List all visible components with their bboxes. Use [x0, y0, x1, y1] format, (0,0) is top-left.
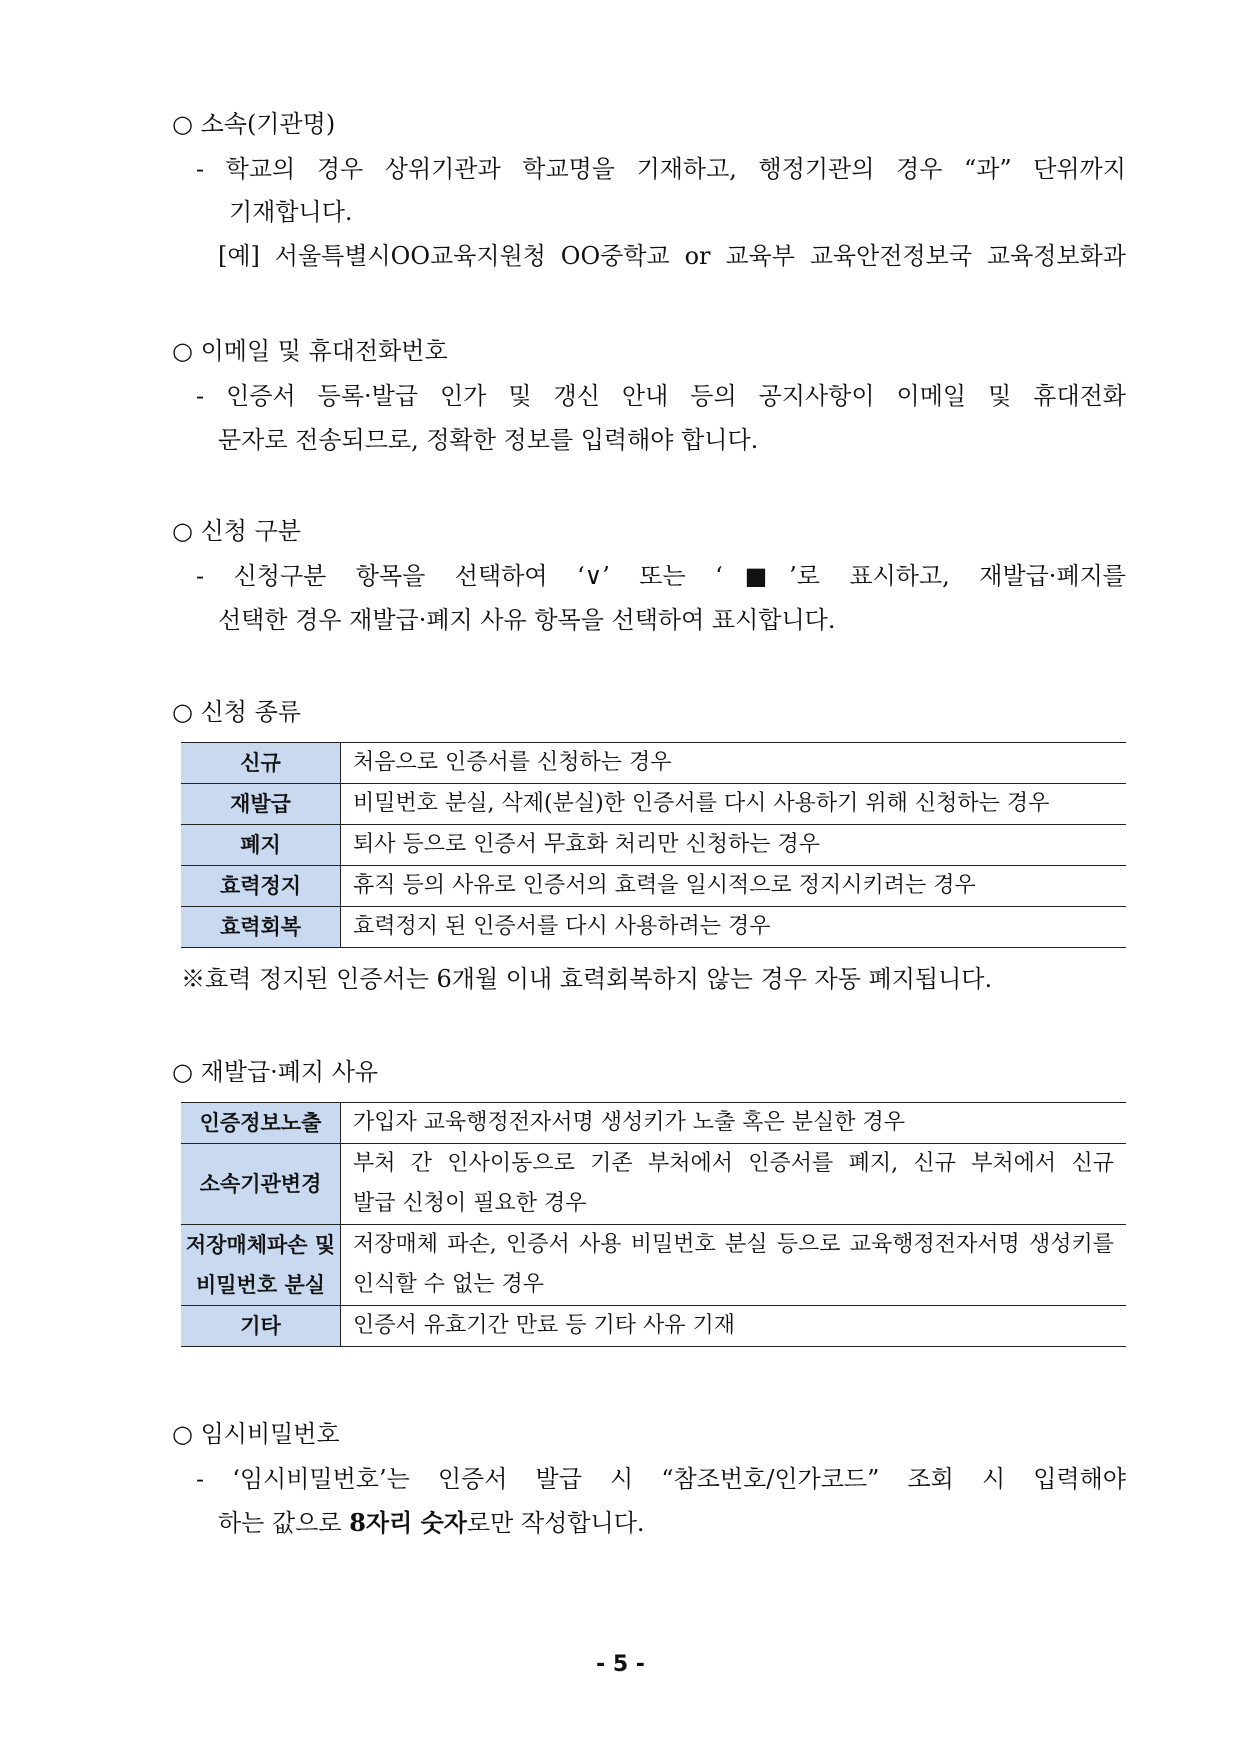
application-category-line1: - 신청구분 항목을 선택하여 ‘∨’ 또는 ‘■’로 표시하고, 재발급·폐지를: [196, 562, 1126, 590]
reissue-revoke-reason-table: [181, 1102, 1126, 1347]
table-value-line: 인식할 수 없는 경우: [353, 1272, 544, 1297]
temporary-password-line1: - ‘임시비밀번호’는 인증서 발급 시 “참조번호/인가코드” 조회 시 입력해야: [196, 1465, 1126, 1493]
table-row: [181, 1306, 1126, 1347]
table-key-cell: 효력정지: [181, 866, 341, 907]
section-heading-affiliation: ○ 소속(기관명): [172, 110, 336, 138]
table-value-line: 부처 간 인사이동으로 기존 부처에서 인증서를 폐지, 신규 부처에서 신규: [353, 1151, 1114, 1176]
table-value-cell: 가입자 교육행정전자서명 생성키가 노출 혹은 분실한 경우: [341, 1103, 1127, 1144]
table-row: [181, 784, 1126, 825]
table-value-cell: 인증서 유효기간 만료 등 기타 사유 기재: [341, 1306, 1127, 1347]
affiliation-instruction-line2: 기재합니다.: [229, 198, 353, 226]
table-key-cell: 재발급: [181, 784, 341, 825]
application-type-table: [181, 742, 1126, 948]
table-row: [181, 1225, 1126, 1306]
table-row: [181, 866, 1126, 907]
table-row: [181, 907, 1126, 948]
temporary-password-text: 하는 값으로: [218, 1509, 350, 1537]
temporary-password-emphasis: 8자리 숫자: [349, 1508, 467, 1537]
table-row: [181, 1103, 1126, 1144]
email-phone-instruction-line1: - 인증서 등록·발급 인가 및 갱신 안내 등의 공지사항이 이메일 및 휴대전화: [196, 382, 1126, 410]
affiliation-example: [예] 서울특별시OO교육지원청 OO중학교 or 교육부 교육안전정보국 교육정보화과: [218, 242, 1126, 270]
suspension-note: ※효력 정지된 인증서는 6개월 이내 효력회복하지 않는 경우 자동 폐지됩니다.: [181, 965, 993, 993]
table-value-cell: 휴직 등의 사유로 인증서의 효력을 일시적으로 정지시키려는 경우: [341, 866, 1127, 907]
table-value-cell: [341, 1144, 1127, 1225]
table-key-cell: [181, 1225, 341, 1306]
table-row: [181, 1144, 1126, 1225]
table-row: [181, 743, 1126, 784]
table-value-cell: [341, 1225, 1127, 1306]
temporary-password-line2: [218, 1507, 645, 1539]
table-value-cell: 처음으로 인증서를 신청하는 경우: [341, 743, 1127, 784]
affiliation-instruction-line1: - 학교의 경우 상위기관과 학교명을 기재하고, 행정기관의 경우 “과” 단위까지: [196, 155, 1126, 183]
table-key-cell: 인증정보노출: [181, 1103, 341, 1144]
email-phone-instruction-line2: 문자로 전송되므로, 정확한 정보를 입력해야 합니다.: [218, 426, 759, 454]
table-row: [181, 825, 1126, 866]
section-heading-reissue-revoke-reason: ○ 재발급·폐지 사유: [172, 1058, 379, 1086]
table-key-cell: 효력회복: [181, 907, 341, 948]
table-key-cell: 소속기관변경: [181, 1144, 341, 1225]
page-number: - 5 -: [596, 1652, 645, 1677]
section-heading-application-type: ○ 신청 종류: [172, 698, 301, 726]
table-key-cell: 기타: [181, 1306, 341, 1347]
temporary-password-text-end: 로만 작성합니다.: [466, 1509, 645, 1537]
table-value-cell: 효력정지 된 인증서를 다시 사용하려는 경우: [341, 907, 1127, 948]
section-heading-email-phone: ○ 이메일 및 휴대전화번호: [172, 337, 448, 365]
table-key-line: 저장매체파손 및: [185, 1233, 336, 1257]
table-value-cell: 퇴사 등으로 인증서 무효화 처리만 신청하는 경우: [341, 825, 1127, 866]
application-category-line2: 선택한 경우 재발급·폐지 사유 항목을 선택하여 표시합니다.: [218, 606, 836, 634]
table-value-line: 발급 신청이 필요한 경우: [353, 1191, 587, 1216]
table-key-line: 비밀번호 분실: [195, 1273, 326, 1297]
section-heading-temporary-password: ○ 임시비밀번호: [172, 1420, 340, 1448]
table-key-cell: 신규: [181, 743, 341, 784]
table-value-line: 저장매체 파손, 인증서 사용 비밀번호 분실 등으로 교육행정전자서명 생성키를: [353, 1232, 1114, 1257]
table-key-cell: 폐지: [181, 825, 341, 866]
section-heading-application-category: ○ 신청 구분: [172, 517, 301, 545]
table-value-cell: 비밀번호 분실, 삭제(분실)한 인증서를 다시 사용하기 위해 신청하는 경우: [341, 784, 1127, 825]
